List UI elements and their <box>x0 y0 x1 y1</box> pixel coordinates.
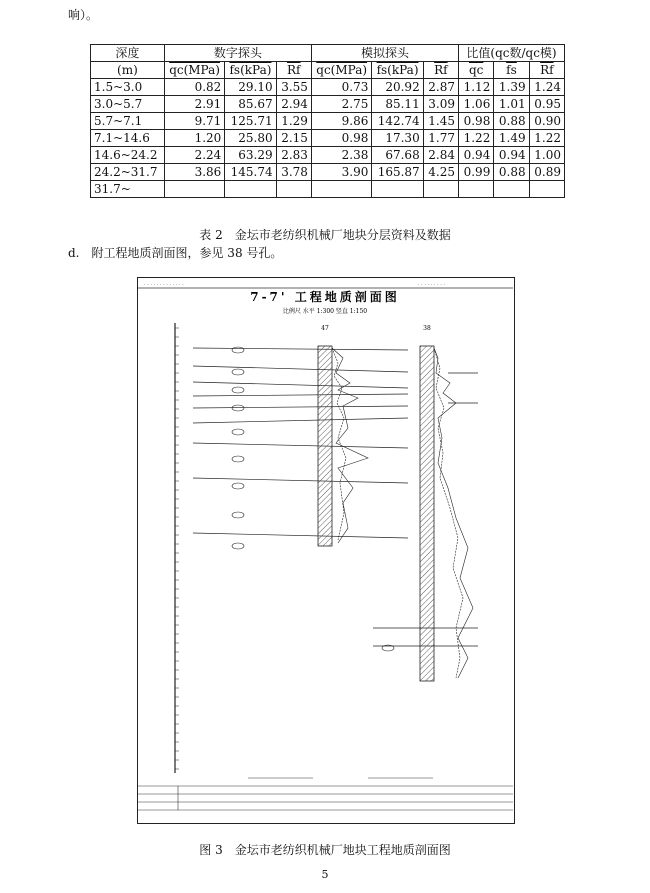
borehole-47-label: 47 <box>321 325 329 332</box>
value-cell: 2.24 <box>164 147 224 164</box>
value-cell <box>164 181 224 198</box>
depth-cell: 14.6~24.2 <box>91 147 165 164</box>
borehole-38-label: 38 <box>423 325 431 332</box>
col-header: $\overline{Rf}$ <box>423 62 458 79</box>
value-cell: 0.89 <box>529 164 564 181</box>
digital-probe-header: 数字探头 <box>164 45 311 62</box>
value-cell: 29.10 <box>225 79 276 96</box>
value-cell: 9.71 <box>164 113 224 130</box>
table-row <box>91 164 565 181</box>
ratio-header: 比值(qc数/qc模) <box>459 45 565 62</box>
layer-data-table <box>90 44 565 198</box>
value-cell: 3.86 <box>164 164 224 181</box>
table-header-row-2 <box>91 62 565 79</box>
value-cell: 142.74 <box>372 113 423 130</box>
value-cell <box>529 181 564 198</box>
col-header: qc(MPa) <box>311 62 371 79</box>
figure-scale: 比例尺 水平 1:300 竖直 1:150 <box>282 308 368 315</box>
value-cell: 165.87 <box>372 164 423 181</box>
col-header: $\overline{qc}$ <box>459 62 494 79</box>
header-fine-print: · · · · · · · · · · · · · <box>144 282 184 288</box>
col-header: $\overline{fs}$ <box>494 62 529 79</box>
col-header: qc(MPa) <box>164 62 224 79</box>
value-cell: 1.39 <box>494 79 529 96</box>
value-cell: 0.88 <box>494 164 529 181</box>
value-cell <box>276 181 311 198</box>
figure-caption: 图 3 金坛市老纺织机械厂地块工程地质剖面图 <box>199 843 451 857</box>
value-cell: 2.15 <box>276 130 311 147</box>
value-cell: 0.98 <box>311 130 371 147</box>
value-cell: 25.80 <box>225 130 276 147</box>
value-cell: 3.09 <box>423 96 458 113</box>
borehole-38 <box>420 325 434 681</box>
depth-cell: 31.7~ <box>91 181 165 198</box>
table-row <box>91 130 565 147</box>
value-cell: 1.24 <box>529 79 564 96</box>
value-cell: 1.29 <box>276 113 311 130</box>
value-cell: 0.94 <box>459 147 494 164</box>
bottom-scales <box>138 778 513 810</box>
borehole-47 <box>318 325 332 546</box>
section-drawing <box>138 278 513 822</box>
value-cell: 3.55 <box>276 79 311 96</box>
value-cell: 1.77 <box>423 130 458 147</box>
value-cell: 145.74 <box>225 164 276 181</box>
table-row <box>91 79 565 96</box>
value-cell: 0.73 <box>311 79 371 96</box>
value-cell: 85.67 <box>225 96 276 113</box>
value-cell: 0.82 <box>164 79 224 96</box>
value-cell <box>311 181 371 198</box>
depth-cell: 24.2~31.7 <box>91 164 165 181</box>
value-cell: 1.49 <box>494 130 529 147</box>
value-cell: 17.30 <box>372 130 423 147</box>
value-cell: 4.25 <box>423 164 458 181</box>
col-header: $\overline{Rf}$ <box>276 62 311 79</box>
value-cell: 0.99 <box>459 164 494 181</box>
value-cell <box>225 181 276 198</box>
col-header: fs(kPa) <box>372 62 423 79</box>
value-cell: 2.94 <box>276 96 311 113</box>
value-cell: 125.71 <box>225 113 276 130</box>
header-fine-print-right: · · · · · · · · · <box>418 282 446 288</box>
value-cell: 1.22 <box>459 130 494 147</box>
value-cell: 67.68 <box>372 147 423 164</box>
value-cell: 85.11 <box>372 96 423 113</box>
col-header: fs(kPa) <box>225 62 276 79</box>
value-cell: 0.94 <box>494 147 529 164</box>
value-cell: 1.06 <box>459 96 494 113</box>
value-cell: 1.12 <box>459 79 494 96</box>
table-row <box>91 96 565 113</box>
value-cell: 1.22 <box>529 130 564 147</box>
layer-markers <box>232 347 394 651</box>
value-cell: 3.90 <box>311 164 371 181</box>
table-row <box>91 147 565 164</box>
value-cell: 1.01 <box>494 96 529 113</box>
value-cell: 1.20 <box>164 130 224 147</box>
value-cell: 2.83 <box>276 147 311 164</box>
depth-cell: 5.7~7.1 <box>91 113 165 130</box>
value-cell: 0.88 <box>494 113 529 130</box>
value-cell <box>459 181 494 198</box>
depth-cell: 1.5~3.0 <box>91 79 165 96</box>
value-cell: 0.90 <box>529 113 564 130</box>
page-number: 5 <box>321 868 329 881</box>
value-cell: 2.84 <box>423 147 458 164</box>
value-cell: 63.29 <box>225 147 276 164</box>
figure-title: 7-7' 工程地质剖面图 <box>250 290 400 304</box>
value-cell: 3.78 <box>276 164 311 181</box>
table-caption: 表 2 金坛市老纺织机械厂地块分层资料及数据 <box>199 228 451 242</box>
value-cell: 2.87 <box>423 79 458 96</box>
depth-axis <box>175 323 179 773</box>
item-d-text: d. 附工程地质剖面图，参见 38 号孔。 <box>68 246 283 260</box>
value-cell: 2.75 <box>311 96 371 113</box>
analog-probe-header: 模拟探头 <box>311 45 458 62</box>
value-cell: 2.91 <box>164 96 224 113</box>
value-cell: 9.86 <box>311 113 371 130</box>
depth-header: 深度 <box>91 45 165 62</box>
value-cell <box>372 181 423 198</box>
value-cell: 20.92 <box>372 79 423 96</box>
value-cell: 2.38 <box>311 147 371 164</box>
value-cell: 1.00 <box>529 147 564 164</box>
top-text-fragment: 响）。 <box>68 8 99 22</box>
depth-cell: 7.1~14.6 <box>91 130 165 147</box>
value-cell <box>423 181 458 198</box>
table-header-row-1 <box>91 45 565 62</box>
depth-unit-header: (m) <box>91 62 165 79</box>
depth-cell: 3.0~5.7 <box>91 96 165 113</box>
value-cell: 0.98 <box>459 113 494 130</box>
geological-section-figure <box>137 277 515 824</box>
table-row <box>91 181 565 198</box>
table-row <box>91 113 565 130</box>
value-cell <box>494 181 529 198</box>
col-header: $\overline{Rf}$ <box>529 62 564 79</box>
cpt-curves <box>332 348 473 678</box>
value-cell: 0.95 <box>529 96 564 113</box>
value-cell: 1.45 <box>423 113 458 130</box>
